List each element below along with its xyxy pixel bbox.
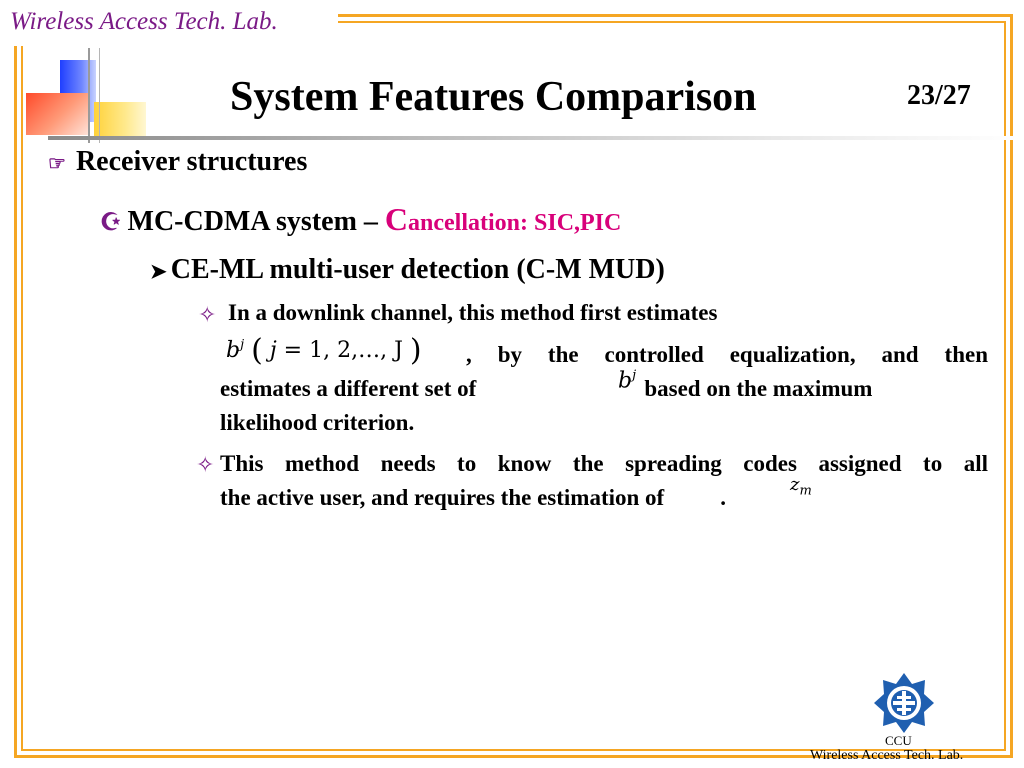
- crescent-star-icon: ☪: [100, 210, 122, 236]
- bullet-text: Receiver structures: [75, 146, 308, 177]
- slide-title: System Features Comparison: [230, 74, 757, 120]
- bullet-text: CE-ML multi-user detection (C-M MUD): [170, 254, 665, 285]
- equation-z-m: [790, 474, 812, 499]
- page-number: 23/27: [907, 80, 971, 111]
- arrow-bullet-icon: ➤: [150, 261, 167, 283]
- frame-top-border: [338, 14, 1013, 17]
- eq-equals: =: [283, 338, 303, 363]
- frame-left-inner-border: [21, 46, 23, 751]
- point1-line1: In a downlink channel, this method first estimates: [228, 300, 718, 325]
- footer-lab-name: Wireless Access Tech. Lab.: [810, 748, 964, 763]
- bullet-text: MC-CDMA system –: [127, 206, 385, 237]
- equation-b-j: [618, 368, 636, 393]
- frame-top-inner-border: [338, 21, 1006, 23]
- title-underline: [48, 136, 1018, 140]
- equation-b-j-range: $b^j$ ( j = 1, 2,…, J ): [226, 333, 422, 368]
- point1-line3-end: based on the maximum: [644, 376, 873, 401]
- footer-ccu: CCU: [885, 733, 912, 748]
- pointing-hand-icon: ☞: [48, 153, 66, 175]
- accent-text: ancellation: SIC,PIC: [408, 210, 622, 236]
- eq-superscript: j: [240, 337, 245, 353]
- decor-vertical-line: [88, 48, 90, 143]
- eq-superscript: j: [632, 368, 637, 383]
- eq-subscript: m: [799, 483, 812, 499]
- point2-period: .: [720, 485, 726, 510]
- bullet-receiver-structures: [48, 146, 307, 178]
- eq-symbol: z: [790, 474, 800, 495]
- lab-header: Wireless Access Tech. Lab.: [10, 8, 278, 35]
- point2-line2-text: the active user, and requires the estimation of: [220, 485, 665, 510]
- decor-orange-block: [26, 93, 88, 135]
- eq-values: 1, 2,…, J: [309, 338, 403, 363]
- frame-right-border: [1010, 14, 1013, 758]
- point1-line2: , by the controlled equalization, and then: [466, 342, 988, 367]
- bullet-mc-cdma: [100, 201, 621, 238]
- point2-line1: This method needs to know the spreading codes assigned to all: [220, 451, 988, 476]
- four-point-star-icon: ✧: [196, 452, 215, 477]
- point2-line2: [220, 485, 726, 511]
- bullet-ce-ml: [150, 254, 665, 286]
- eq-var: j: [269, 338, 277, 363]
- eq-symbol: b: [226, 338, 241, 363]
- frame-left-border: [14, 46, 17, 758]
- ccu-seal-icon: [873, 672, 935, 734]
- decor-yellow-block: [94, 102, 146, 136]
- accent-initial: C: [384, 201, 409, 237]
- eq-symbol: b: [618, 368, 633, 394]
- point1-line3-start: estimates a different set of: [220, 376, 477, 401]
- point1-line4: likelihood criterion.: [220, 410, 415, 435]
- point1-line3: [220, 376, 988, 402]
- four-point-star-icon: ✧: [198, 302, 217, 327]
- decor-vertical-line: [99, 48, 100, 143]
- frame-right-inner-border: [1004, 21, 1006, 751]
